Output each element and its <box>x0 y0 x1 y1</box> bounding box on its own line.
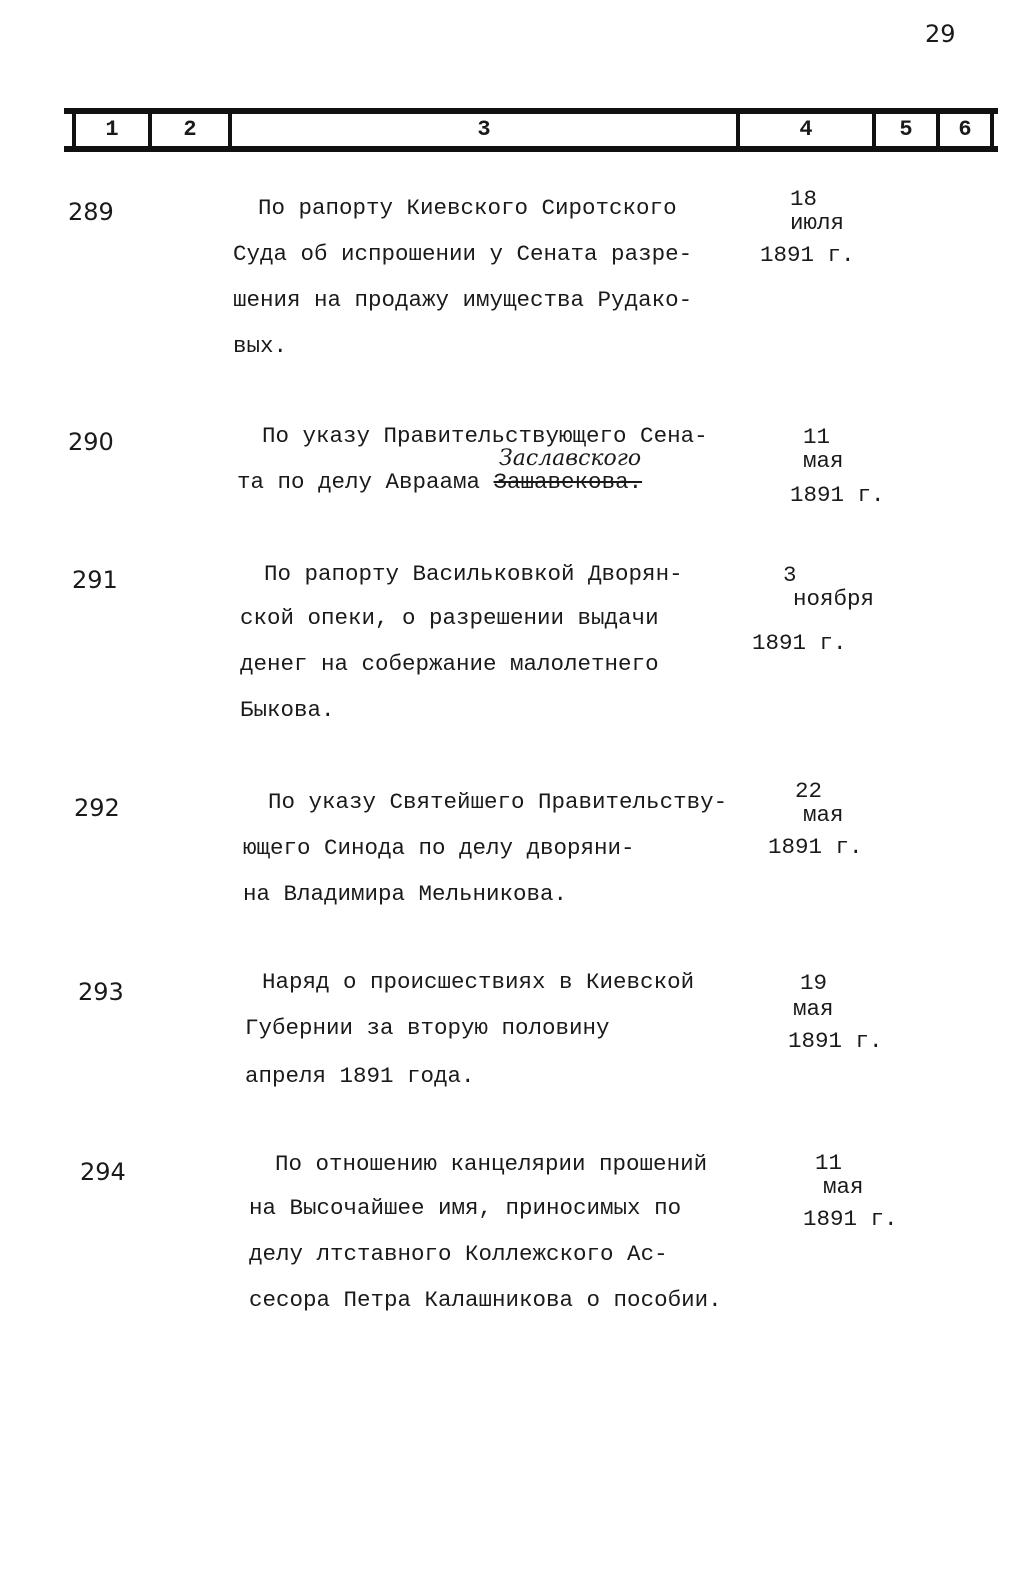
entry-text-line: вых. <box>233 333 288 359</box>
date-day: 11 <box>815 1150 843 1176</box>
entry-text-line: апреля 1891 года. <box>245 1063 475 1089</box>
entry-number: 293 <box>78 978 124 1006</box>
date-day: 18 <box>790 186 818 212</box>
header-col-2: 2 <box>148 114 228 146</box>
entry-text-line: на Высочайшее имя, приносимых по <box>249 1195 682 1221</box>
date-year: 1891 г. <box>768 834 863 860</box>
date-year: 1891 г. <box>803 1206 898 1232</box>
entry-text-line: сесора Петра Калашникова о пособии. <box>249 1287 722 1313</box>
date-day: 19 <box>800 970 828 996</box>
header-col-4: 4 <box>736 114 872 146</box>
date-day: 11 <box>803 424 831 450</box>
date-month: мая <box>793 996 834 1022</box>
entry-text-line: денег на собержание малолетнего <box>240 651 659 677</box>
date-month: ноября <box>793 586 875 612</box>
entry-number: 294 <box>80 1158 126 1186</box>
entry-text-line: Наряд о происшествиях в Киевской <box>262 969 695 995</box>
struck-text: Зашавекова. <box>493 469 643 495</box>
date-day: 22 <box>795 778 823 804</box>
entry-text-line: на Владимира Мельникова. <box>243 881 568 907</box>
date-month: июля <box>790 210 845 236</box>
page-number: 29 <box>925 20 956 48</box>
header-col-3: 3 <box>228 114 736 146</box>
entry-text-segment: та по делу Авраама <box>237 469 494 495</box>
entry-text-line: Губернии за вторую половину <box>245 1015 610 1041</box>
entry-text-line: По рапорту Киевского Сиротского <box>258 195 677 221</box>
entry-text-line: По рапорту Васильковкой Дворян- <box>264 561 683 587</box>
header-col-1: 1 <box>72 114 148 146</box>
header-col-5: 5 <box>872 114 936 146</box>
date-year: 1891 г. <box>752 630 847 656</box>
date-day: 3 <box>783 562 797 588</box>
date-year: 1891 г. <box>790 482 885 508</box>
entry-number: 292 <box>74 794 120 822</box>
entry-number: 290 <box>68 428 114 456</box>
entry-text-line: шения на продажу имущества Рудако- <box>233 287 693 313</box>
entry-text-line: По указу Правительствующего Сена- <box>262 423 708 449</box>
date-year: 1891 г. <box>788 1028 883 1054</box>
entry-text-line: ющего Синода по делу дворяни- <box>243 835 635 861</box>
entry-text-line: делу лтставного Коллежского Ас- <box>249 1241 668 1267</box>
entry-text-line <box>237 470 642 494</box>
entry-text-line: По указу Святейшего Правительству- <box>268 789 728 815</box>
entry-text-line: По отношению канцелярии прошений <box>275 1151 708 1177</box>
handwritten-correction: Заславского <box>499 446 642 471</box>
entry-number: 291 <box>72 566 118 594</box>
entry-text-line: Быкова. <box>240 697 335 723</box>
date-month: мая <box>803 448 844 474</box>
date-year: 1891 г. <box>760 242 855 268</box>
date-month: мая <box>803 802 844 828</box>
header-col-6: 6 <box>936 114 994 146</box>
entry-number: 289 <box>68 198 114 226</box>
table-header <box>64 108 998 152</box>
date-month: мая <box>823 1174 864 1200</box>
entry-text-line: Суда об испрошении у Сената разре- <box>233 241 693 267</box>
entry-text-line: ской опеки, о разрешении выдачи <box>240 605 659 631</box>
